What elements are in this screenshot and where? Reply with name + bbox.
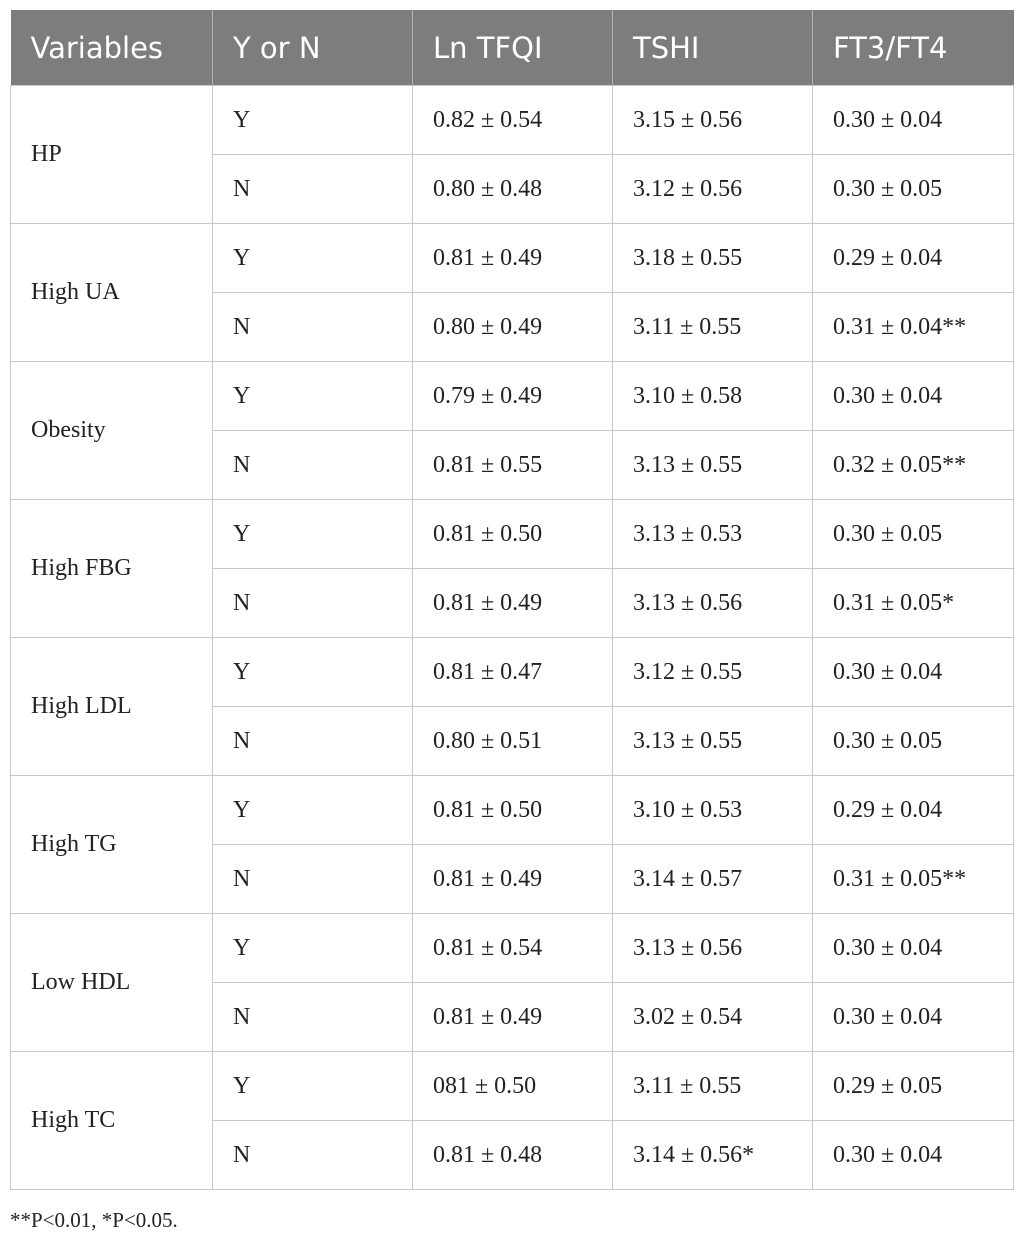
cell-ln-tfqi: 0.81 ± 0.49 (413, 569, 613, 638)
cell-ln-tfqi: 0.80 ± 0.49 (413, 293, 613, 362)
cell-y-or-n: Y (213, 500, 413, 569)
cell-tshi: 3.13 ± 0.55 (613, 707, 813, 776)
cell-y-or-n: Y (213, 914, 413, 983)
cell-tshi: 3.12 ± 0.56 (613, 155, 813, 224)
cell-ft3-ft4: 0.30 ± 0.04 (813, 914, 1014, 983)
table-row (11, 638, 1014, 707)
cell-ln-tfqi: 081 ± 0.50 (413, 1052, 613, 1121)
cell-y-or-n: N (213, 155, 413, 224)
cell-ft3-ft4: 0.30 ± 0.04 (813, 86, 1014, 155)
cell-ft3-ft4: 0.30 ± 0.04 (813, 1121, 1014, 1190)
cell-ft3-ft4: 0.30 ± 0.04 (813, 362, 1014, 431)
cell-ft3-ft4: 0.31 ± 0.05* (813, 569, 1014, 638)
table-row (11, 224, 1014, 293)
cell-ft3-ft4: 0.30 ± 0.05 (813, 707, 1014, 776)
cell-ft3-ft4: 0.31 ± 0.05** (813, 845, 1014, 914)
cell-y-or-n: Y (213, 362, 413, 431)
cell-ln-tfqi: 0.81 ± 0.55 (413, 431, 613, 500)
cell-variable: High UA (11, 224, 213, 362)
cell-ft3-ft4: 0.32 ± 0.05** (813, 431, 1014, 500)
cell-ln-tfqi: 0.81 ± 0.54 (413, 914, 613, 983)
cell-ft3-ft4: 0.29 ± 0.05 (813, 1052, 1014, 1121)
cell-ln-tfqi: 0.79 ± 0.49 (413, 362, 613, 431)
cell-ln-tfqi: 0.81 ± 0.49 (413, 224, 613, 293)
cell-variable: HP (11, 86, 213, 224)
cell-tshi: 3.02 ± 0.54 (613, 983, 813, 1052)
table-row (11, 500, 1014, 569)
header-variables: Variables (11, 10, 213, 86)
cell-variable: Low HDL (11, 914, 213, 1052)
cell-variable: High LDL (11, 638, 213, 776)
cell-y-or-n: N (213, 845, 413, 914)
cell-tshi: 3.11 ± 0.55 (613, 293, 813, 362)
cell-ln-tfqi: 0.82 ± 0.54 (413, 86, 613, 155)
cell-ft3-ft4: 0.30 ± 0.05 (813, 155, 1014, 224)
cell-y-or-n: N (213, 431, 413, 500)
cell-y-or-n: N (213, 1121, 413, 1190)
cell-tshi: 3.11 ± 0.55 (613, 1052, 813, 1121)
cell-y-or-n: N (213, 293, 413, 362)
table-row (11, 362, 1014, 431)
cell-tshi: 3.18 ± 0.55 (613, 224, 813, 293)
cell-ft3-ft4: 0.31 ± 0.04** (813, 293, 1014, 362)
cell-variable: High TG (11, 776, 213, 914)
cell-tshi: 3.10 ± 0.58 (613, 362, 813, 431)
cell-tshi: 3.13 ± 0.55 (613, 431, 813, 500)
cell-variable: High FBG (11, 500, 213, 638)
header-ft3-ft4: FT3/FT4 (813, 10, 1014, 86)
cell-ft3-ft4: 0.30 ± 0.05 (813, 500, 1014, 569)
header-row (11, 10, 1014, 86)
cell-ln-tfqi: 0.81 ± 0.49 (413, 845, 613, 914)
cell-y-or-n: Y (213, 638, 413, 707)
cell-tshi: 3.14 ± 0.56* (613, 1121, 813, 1190)
cell-tshi: 3.15 ± 0.56 (613, 86, 813, 155)
cell-tshi: 3.12 ± 0.55 (613, 638, 813, 707)
cell-ln-tfqi: 0.81 ± 0.49 (413, 983, 613, 1052)
table-container (10, 10, 1013, 1190)
header-y-or-n: Y or N (213, 10, 413, 86)
cell-tshi: 3.10 ± 0.53 (613, 776, 813, 845)
table-row (11, 1052, 1014, 1121)
cell-variable: Obesity (11, 362, 213, 500)
table-row (11, 86, 1014, 155)
header-ln-tfqi: Ln TFQI (413, 10, 613, 86)
cell-y-or-n: N (213, 707, 413, 776)
cell-y-or-n: Y (213, 86, 413, 155)
cell-ft3-ft4: 0.29 ± 0.04 (813, 776, 1014, 845)
cell-ln-tfqi: 0.81 ± 0.50 (413, 500, 613, 569)
cell-variable: High TC (11, 1052, 213, 1190)
cell-ln-tfqi: 0.81 ± 0.48 (413, 1121, 613, 1190)
data-table (10, 10, 1014, 1190)
cell-ft3-ft4: 0.29 ± 0.04 (813, 224, 1014, 293)
cell-y-or-n: N (213, 983, 413, 1052)
cell-ln-tfqi: 0.80 ± 0.51 (413, 707, 613, 776)
cell-ft3-ft4: 0.30 ± 0.04 (813, 983, 1014, 1052)
cell-y-or-n: Y (213, 776, 413, 845)
cell-ft3-ft4: 0.30 ± 0.04 (813, 638, 1014, 707)
cell-ln-tfqi: 0.81 ± 0.47 (413, 638, 613, 707)
cell-tshi: 3.14 ± 0.57 (613, 845, 813, 914)
cell-tshi: 3.13 ± 0.56 (613, 914, 813, 983)
cell-y-or-n: Y (213, 1052, 413, 1121)
cell-ln-tfqi: 0.80 ± 0.48 (413, 155, 613, 224)
table-body (11, 86, 1014, 1190)
header-tshi: TSHI (613, 10, 813, 86)
table-header (11, 10, 1014, 86)
cell-y-or-n: Y (213, 224, 413, 293)
cell-tshi: 3.13 ± 0.53 (613, 500, 813, 569)
table-row (11, 776, 1014, 845)
cell-ln-tfqi: 0.81 ± 0.50 (413, 776, 613, 845)
table-footnote: **P<0.01, *P<0.05. (10, 1208, 178, 1232)
cell-y-or-n: N (213, 569, 413, 638)
cell-tshi: 3.13 ± 0.56 (613, 569, 813, 638)
table-row (11, 914, 1014, 983)
